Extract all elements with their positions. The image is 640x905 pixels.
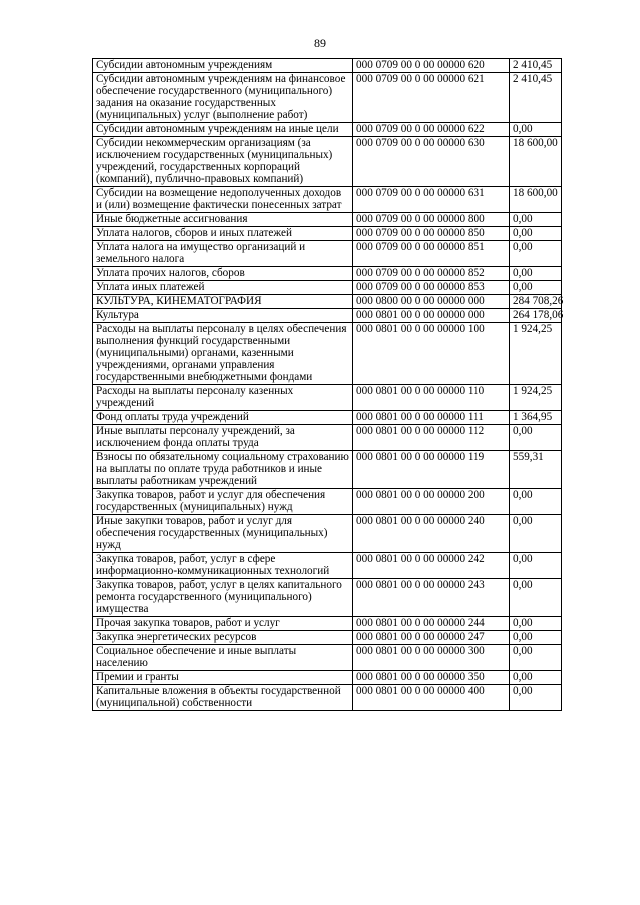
table-row xyxy=(93,323,562,385)
budget-code-cell: 000 0801 00 0 00 00000 112 xyxy=(353,425,510,451)
budget-code-cell: 000 0801 00 0 00 00000 200 xyxy=(353,489,510,515)
budget-code-cell: 000 0801 00 0 00 00000 300 xyxy=(353,645,510,671)
table-row xyxy=(93,309,562,323)
budget-code-cell: 000 0709 00 0 00 00000 851 xyxy=(353,241,510,267)
table-row xyxy=(93,59,562,73)
budget-table-body xyxy=(93,59,562,711)
amount-cell: 2 410,45 xyxy=(510,73,562,123)
amount-cell: 0,00 xyxy=(510,617,562,631)
expense-name-cell: Иные бюджетные ассигнования xyxy=(93,213,353,227)
table-row xyxy=(93,451,562,489)
expense-name-cell: Субсидии на возмещение недополученных доходов и (или) возмещение фактически понесенных затрат xyxy=(93,187,353,213)
table-row xyxy=(93,213,562,227)
budget-table xyxy=(92,58,562,711)
budget-code-cell: 000 0801 00 0 00 00000 119 xyxy=(353,451,510,489)
amount-cell: 264 178,06 xyxy=(510,309,562,323)
expense-name-cell: Закупка энергетических ресурсов xyxy=(93,631,353,645)
amount-cell: 0,00 xyxy=(510,671,562,685)
table-row xyxy=(93,685,562,711)
amount-cell: 18 600,00 xyxy=(510,187,562,213)
table-row xyxy=(93,425,562,451)
amount-cell: 2 410,45 xyxy=(510,59,562,73)
budget-code-cell: 000 0801 00 0 00 00000 110 xyxy=(353,385,510,411)
budget-code-cell: 000 0801 00 0 00 00000 350 xyxy=(353,671,510,685)
table-row xyxy=(93,281,562,295)
table-row xyxy=(93,123,562,137)
expense-name-cell: Культура xyxy=(93,309,353,323)
expense-name-cell: КУЛЬТУРА, КИНЕМАТОГРАФИЯ xyxy=(93,295,353,309)
table-row xyxy=(93,295,562,309)
amount-cell: 0,00 xyxy=(510,579,562,617)
table-row xyxy=(93,515,562,553)
budget-code-cell: 000 0709 00 0 00 00000 621 xyxy=(353,73,510,123)
table-row xyxy=(93,241,562,267)
budget-code-cell: 000 0801 00 0 00 00000 240 xyxy=(353,515,510,553)
expense-name-cell: Уплата налога на имущество организаций и земельного налога xyxy=(93,241,353,267)
amount-cell: 0,00 xyxy=(510,685,562,711)
budget-code-cell: 000 0801 00 0 00 00000 242 xyxy=(353,553,510,579)
budget-code-cell: 000 0709 00 0 00 00000 630 xyxy=(353,137,510,187)
budget-code-cell: 000 0709 00 0 00 00000 852 xyxy=(353,267,510,281)
table-row xyxy=(93,579,562,617)
table-row xyxy=(93,187,562,213)
budget-code-cell: 000 0801 00 0 00 00000 243 xyxy=(353,579,510,617)
expense-name-cell: Прочая закупка товаров, работ и услуг xyxy=(93,617,353,631)
budget-code-cell: 000 0801 00 0 00 00000 100 xyxy=(353,323,510,385)
amount-cell: 1 924,25 xyxy=(510,323,562,385)
expense-name-cell: Капитальные вложения в объекты государственной (муниципальной) собственности xyxy=(93,685,353,711)
table-row xyxy=(93,631,562,645)
expense-name-cell: Субсидии некоммерческим организациям (за исключением государственных (муниципальных) учреждений, государственных корпораций (компаний), публично-правовых компаний) xyxy=(93,137,353,187)
amount-cell: 1 924,25 xyxy=(510,385,562,411)
expense-name-cell: Взносы по обязательному социальному страхованию на выплаты по оплате труда работников и иные выплаты работникам учреждений xyxy=(93,451,353,489)
expense-name-cell: Уплата налогов, сборов и иных платежей xyxy=(93,227,353,241)
expense-name-cell: Закупка товаров, работ, услуг в сфере информационно-коммуникационных технологий xyxy=(93,553,353,579)
expense-name-cell: Уплата иных платежей xyxy=(93,281,353,295)
page-number: 89 xyxy=(314,36,326,50)
table-row xyxy=(93,671,562,685)
expense-name-cell: Расходы на выплаты персоналу казенных учреждений xyxy=(93,385,353,411)
expense-name-cell: Закупка товаров, работ и услуг для обеспечения государственных (муниципальных) нужд xyxy=(93,489,353,515)
budget-code-cell: 000 0801 00 0 00 00000 244 xyxy=(353,617,510,631)
amount-cell: 0,00 xyxy=(510,489,562,515)
expense-name-cell: Уплата прочих налогов, сборов xyxy=(93,267,353,281)
table-row xyxy=(93,267,562,281)
table-row xyxy=(93,489,562,515)
expense-name-cell: Иные закупки товаров, работ и услуг для обеспечения государственных (муниципальных) нужд xyxy=(93,515,353,553)
table-row xyxy=(93,553,562,579)
amount-cell: 0,00 xyxy=(510,123,562,137)
budget-code-cell: 000 0709 00 0 00 00000 800 xyxy=(353,213,510,227)
amount-cell: 0,00 xyxy=(510,267,562,281)
budget-code-cell: 000 0801 00 0 00 00000 400 xyxy=(353,685,510,711)
budget-code-cell: 000 0709 00 0 00 00000 853 xyxy=(353,281,510,295)
amount-cell: 0,00 xyxy=(510,281,562,295)
budget-code-cell: 000 0801 00 0 00 00000 247 xyxy=(353,631,510,645)
expense-name-cell: Субсидии автономным учреждениям на финансовое обеспечение государственного (муниципального) задания на оказание государственных (муниципальных) услуг (выполнение работ) xyxy=(93,73,353,123)
amount-cell: 0,00 xyxy=(510,425,562,451)
table-row xyxy=(93,227,562,241)
budget-code-cell: 000 0800 00 0 00 00000 000 xyxy=(353,295,510,309)
amount-cell: 18 600,00 xyxy=(510,137,562,187)
budget-code-cell: 000 0801 00 0 00 00000 000 xyxy=(353,309,510,323)
amount-cell: 0,00 xyxy=(510,241,562,267)
expense-name-cell: Фонд оплаты труда учреждений xyxy=(93,411,353,425)
expense-name-cell: Закупка товаров, работ, услуг в целях капитального ремонта государственного (муниципального) имущества xyxy=(93,579,353,617)
table-row xyxy=(93,411,562,425)
expense-name-cell: Премии и гранты xyxy=(93,671,353,685)
expense-name-cell: Иные выплаты персоналу учреждений, за исключением фонда оплаты труда xyxy=(93,425,353,451)
table-row xyxy=(93,617,562,631)
budget-code-cell: 000 0801 00 0 00 00000 111 xyxy=(353,411,510,425)
budget-code-cell: 000 0709 00 0 00 00000 620 xyxy=(353,59,510,73)
amount-cell: 0,00 xyxy=(510,645,562,671)
budget-code-cell: 000 0709 00 0 00 00000 850 xyxy=(353,227,510,241)
table-row xyxy=(93,73,562,123)
amount-cell: 0,00 xyxy=(510,227,562,241)
amount-cell: 0,00 xyxy=(510,631,562,645)
expense-name-cell: Социальное обеспечение и иные выплаты населению xyxy=(93,645,353,671)
amount-cell: 284 708,26 xyxy=(510,295,562,309)
expense-name-cell: Расходы на выплаты персоналу в целях обеспечения выполнения функций государственными (муниципальными) органами, казенными учреждениями, органами управления государственными внебюджетными фондами xyxy=(93,323,353,385)
amount-cell: 559,31 xyxy=(510,451,562,489)
amount-cell: 0,00 xyxy=(510,213,562,227)
amount-cell: 1 364,95 xyxy=(510,411,562,425)
budget-code-cell: 000 0709 00 0 00 00000 622 xyxy=(353,123,510,137)
table-row xyxy=(93,645,562,671)
table-row xyxy=(93,137,562,187)
expense-name-cell: Субсидии автономным учреждениям xyxy=(93,59,353,73)
amount-cell: 0,00 xyxy=(510,553,562,579)
amount-cell: 0,00 xyxy=(510,515,562,553)
table-row xyxy=(93,385,562,411)
budget-code-cell: 000 0709 00 0 00 00000 631 xyxy=(353,187,510,213)
expense-name-cell: Субсидии автономным учреждениям на иные цели xyxy=(93,123,353,137)
